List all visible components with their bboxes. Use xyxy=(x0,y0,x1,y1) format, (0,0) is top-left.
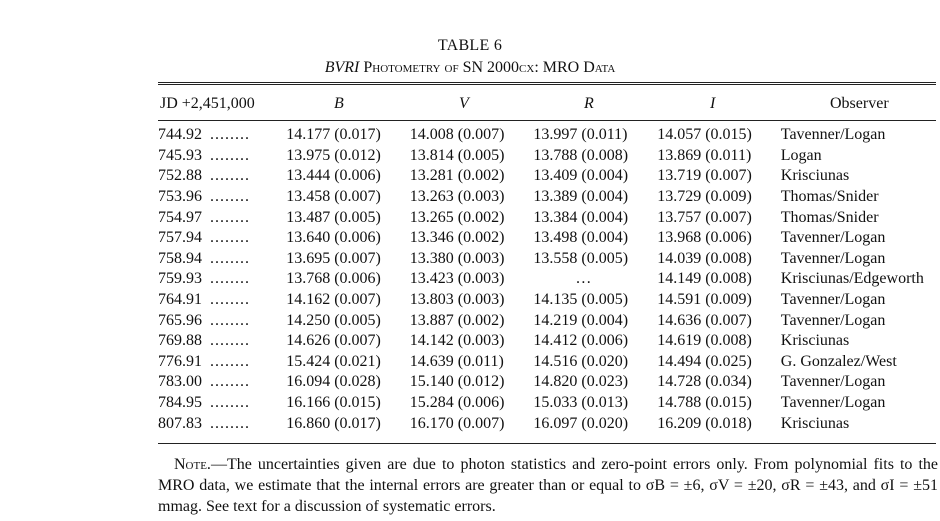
cell-r: 14.412 (0.006) xyxy=(533,332,629,350)
jd-value: 758.94 xyxy=(158,249,202,267)
cell-i: 14.728 (0.034) xyxy=(657,373,752,391)
table-row xyxy=(158,125,940,146)
cell-b: 16.094 (0.028) xyxy=(286,373,381,391)
leader-dots: ........ xyxy=(210,167,250,185)
leader-dots: ........ xyxy=(210,394,250,412)
leader-dots: ........ xyxy=(210,208,250,226)
jd-value: 752.88 xyxy=(158,167,202,185)
cell-observer: G. Gonzalez/West xyxy=(780,352,897,370)
cell-observer: Tavenner/Logan xyxy=(780,126,886,144)
cell-b: 13.695 (0.007) xyxy=(286,249,381,267)
cell-b: 14.162 (0.007) xyxy=(286,291,381,309)
column-header-r: R xyxy=(584,95,594,112)
cell-jd xyxy=(158,310,286,331)
column-header-i: I xyxy=(710,95,716,112)
cell-r-missing: … xyxy=(575,270,592,288)
table-title-source: : MRO Data xyxy=(534,59,616,76)
table-row xyxy=(158,393,940,414)
cell-i: 14.788 (0.015) xyxy=(657,394,752,412)
jd-value: 759.93 xyxy=(158,270,202,288)
cell-jd xyxy=(158,393,286,414)
leader-dots: ........ xyxy=(210,270,250,288)
cell-v: 13.380 (0.003) xyxy=(409,249,505,267)
cell-v: 13.887 (0.002) xyxy=(409,311,505,329)
cell-jd xyxy=(158,187,286,208)
cell-r: 14.135 (0.005) xyxy=(533,291,629,309)
cell-v: 13.265 (0.002) xyxy=(409,208,505,226)
cell-i: 13.729 (0.009) xyxy=(657,188,752,206)
jd-value: 776.91 xyxy=(158,352,202,370)
jd-value: 744.92 xyxy=(158,126,202,144)
cell-r: 14.820 (0.023) xyxy=(533,373,629,391)
cell-b: 15.424 (0.021) xyxy=(286,352,381,370)
table-title-bands: BVRI xyxy=(324,59,360,76)
cell-jd xyxy=(158,352,286,373)
column-header-v: V xyxy=(459,95,469,112)
cell-observer: Krisciunas xyxy=(780,414,850,432)
cell-i: 14.591 (0.009) xyxy=(657,291,752,309)
table-row xyxy=(158,207,940,228)
cell-r: 13.788 (0.008) xyxy=(533,146,629,164)
table-row xyxy=(158,146,940,167)
cell-r: 13.389 (0.004) xyxy=(533,188,629,206)
cell-b: 16.166 (0.015) xyxy=(286,394,381,412)
cell-i: 14.494 (0.025) xyxy=(657,352,752,370)
cell-v: 13.423 (0.003) xyxy=(409,270,505,288)
leader-dots: ........ xyxy=(210,332,250,350)
cell-i: 13.968 (0.006) xyxy=(657,229,752,247)
cell-r: 13.384 (0.004) xyxy=(533,208,629,226)
cell-b: 14.626 (0.007) xyxy=(286,332,381,350)
cell-b: 16.860 (0.017) xyxy=(286,414,381,432)
cell-observer: Krisciunas xyxy=(780,167,850,185)
cell-b: 13.444 (0.006) xyxy=(286,167,381,185)
cell-v: 13.346 (0.002) xyxy=(409,229,505,247)
jd-value: 807.83 xyxy=(158,414,202,432)
cell-i: 13.757 (0.007) xyxy=(657,208,752,226)
cell-r xyxy=(533,269,657,290)
cell-v: 13.263 (0.003) xyxy=(409,188,505,206)
photometry-table xyxy=(158,125,940,434)
leader-dots: ........ xyxy=(210,373,250,391)
cell-r: 14.516 (0.020) xyxy=(533,352,629,370)
note-label: Note. xyxy=(174,456,211,473)
table-row xyxy=(158,187,940,208)
jd-value: 783.00 xyxy=(158,373,202,391)
table-row xyxy=(158,372,940,393)
table-row xyxy=(158,290,940,311)
jd-value: 769.88 xyxy=(158,332,202,350)
cell-r: 13.498 (0.004) xyxy=(533,229,629,247)
cell-b: 13.768 (0.006) xyxy=(286,270,381,288)
cell-v: 13.281 (0.002) xyxy=(409,167,505,185)
cell-i: 14.636 (0.007) xyxy=(657,311,752,329)
leader-dots: ........ xyxy=(210,311,250,329)
cell-r: 15.033 (0.013) xyxy=(533,394,629,412)
cell-jd xyxy=(158,207,286,228)
cell-observer: Logan xyxy=(780,146,822,164)
top-rule xyxy=(158,82,936,83)
cell-v: 14.142 (0.003) xyxy=(409,332,505,350)
column-header-jd: JD +2,451,000 xyxy=(160,95,255,112)
cell-jd xyxy=(158,290,286,311)
cell-r: 13.997 (0.011) xyxy=(533,126,628,144)
cell-v: 14.008 (0.007) xyxy=(409,126,505,144)
cell-b: 14.177 (0.017) xyxy=(286,126,381,144)
jd-value: 784.95 xyxy=(158,394,202,412)
cell-v: 14.639 (0.011) xyxy=(409,352,504,370)
leader-dots: ........ xyxy=(210,188,250,206)
cell-observer: Tavenner/Logan xyxy=(780,311,886,329)
cell-jd xyxy=(158,228,286,249)
jd-value: 757.94 xyxy=(158,229,202,247)
cell-observer: Tavenner/Logan xyxy=(780,394,886,412)
cell-i: 14.057 (0.015) xyxy=(657,126,752,144)
cell-i: 13.719 (0.007) xyxy=(657,167,752,185)
cell-i: 16.209 (0.018) xyxy=(657,414,752,432)
cell-b: 14.250 (0.005) xyxy=(286,311,381,329)
header-rule xyxy=(158,120,936,121)
cell-observer: Krisciunas/Edgeworth xyxy=(780,270,924,288)
cell-i: 14.619 (0.008) xyxy=(657,332,752,350)
cell-v: 13.803 (0.003) xyxy=(409,291,505,309)
cell-observer: Tavenner/Logan xyxy=(780,373,886,391)
cell-jd xyxy=(158,146,286,167)
cell-v: 15.284 (0.006) xyxy=(409,394,505,412)
cell-i: 14.149 (0.008) xyxy=(657,270,752,288)
cell-r: 16.097 (0.020) xyxy=(533,414,629,432)
column-header-b: B xyxy=(334,95,344,112)
cell-observer: Krisciunas xyxy=(780,332,850,350)
leader-dots: ........ xyxy=(210,291,250,309)
cell-i: 14.039 (0.008) xyxy=(657,249,752,267)
table-row xyxy=(158,249,940,270)
table-row xyxy=(158,310,940,331)
jd-value: 753.96 xyxy=(158,188,202,206)
jd-value: 764.91 xyxy=(158,291,202,309)
table-row xyxy=(158,331,940,352)
cell-b: 13.975 (0.012) xyxy=(286,146,381,164)
cell-jd xyxy=(158,125,286,146)
cell-v: 13.814 (0.005) xyxy=(409,146,505,164)
table-number: TABLE 6 xyxy=(437,37,503,54)
table-row xyxy=(158,413,940,434)
bottom-rule xyxy=(158,443,936,444)
cell-b: 13.640 (0.006) xyxy=(286,229,381,247)
cell-b: 13.487 (0.005) xyxy=(286,208,381,226)
table-row xyxy=(158,352,940,373)
cell-r: 14.219 (0.004) xyxy=(533,311,629,329)
cell-observer: Tavenner/Logan xyxy=(780,291,886,309)
column-header-observer: Observer xyxy=(830,95,889,112)
table-row xyxy=(158,269,940,290)
leader-dots: ........ xyxy=(210,126,250,144)
jd-value: 765.96 xyxy=(158,311,202,329)
cell-jd xyxy=(158,413,286,434)
cell-jd xyxy=(158,269,286,290)
table-title-main: Photometry of SN 2000cx xyxy=(359,59,535,76)
cell-observer: Tavenner/Logan xyxy=(780,249,886,267)
cell-observer: Tavenner/Logan xyxy=(780,229,886,247)
cell-jd xyxy=(158,331,286,352)
leader-dots: ........ xyxy=(210,352,250,370)
leader-dots: ........ xyxy=(210,249,250,267)
cell-i: 13.869 (0.011) xyxy=(657,146,752,164)
cell-r: 13.558 (0.005) xyxy=(533,249,629,267)
table-row xyxy=(158,228,940,249)
cell-jd xyxy=(158,372,286,393)
cell-jd xyxy=(158,249,286,270)
leader-dots: ........ xyxy=(210,146,250,164)
top-rule-double xyxy=(158,84,936,85)
cell-b: 13.458 (0.007) xyxy=(286,188,381,206)
note-text: —The uncertainties given are due to photon statistics and zero-point errors only. From polynomial fits to the MRO data, we estimate that the internal errors are greater than or equal to σB = ±6, σV = ±20, σR = ±43, and σI = ±51 mmag. See text for a discussion of systematic errors. xyxy=(158,456,938,515)
cell-jd xyxy=(158,166,286,187)
cell-observer: Thomas/Snider xyxy=(780,188,879,206)
cell-v: 16.170 (0.007) xyxy=(409,414,505,432)
cell-v: 15.140 (0.012) xyxy=(409,373,505,391)
cell-observer: Thomas/Snider xyxy=(780,208,879,226)
jd-value: 754.97 xyxy=(158,208,202,226)
table-row xyxy=(158,166,940,187)
leader-dots: ........ xyxy=(210,229,250,247)
cell-r: 13.409 (0.004) xyxy=(533,167,629,185)
table-title xyxy=(0,59,940,77)
table-note xyxy=(158,454,938,517)
leader-dots: ........ xyxy=(210,414,250,432)
jd-value: 745.93 xyxy=(158,146,202,164)
